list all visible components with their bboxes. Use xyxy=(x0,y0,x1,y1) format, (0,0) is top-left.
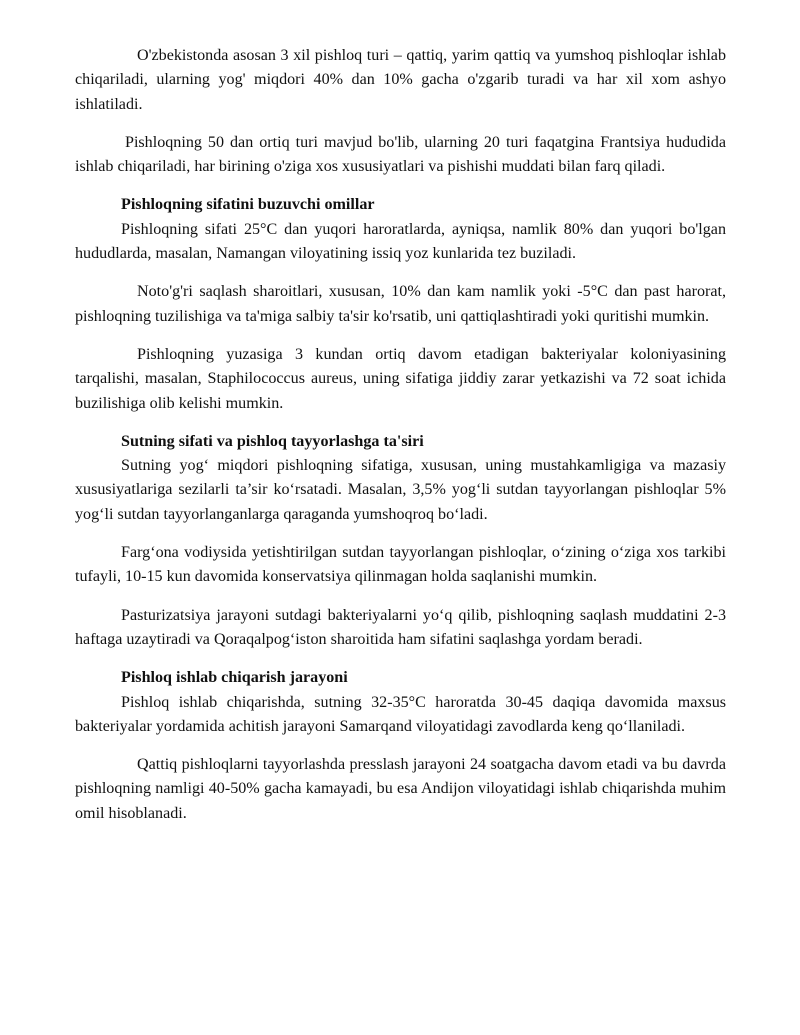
paragraph-bacteria-colonies: Pishloqning yuzasiga 3 kundan ortiq davom etadigan bakteriyalar koloniyasining tarqalishi, masalan, Staphilococcus aureus, uning sifatiga jiddiy zarar yetkazishi va 72 soat ichida buzilishiga olib kelishi mumkin. xyxy=(75,345,726,412)
paragraph-pasteurization: Pasturizatsiya jarayoni sutdagi bakteriyalarni yo‘q qilib, pishloqning saqlash muddatini 2-3 haftaga uzaytiradi va Qoraqalpog‘iston sharoitida ham sifatini saqlashga yordam beradi. xyxy=(75,606,726,648)
heading-production-process: Pishloq ishlab chiqarish jarayoni xyxy=(121,669,348,687)
paragraph-temperature-spoilage: Pishloqning sifati 25°C dan yuqori haroratlarda, ayniqsa, namlik 80% dan yuqori bo'lgan hududlarda, masalan, Namangan viloyatining issiq yoz kunlarida tez buziladi. xyxy=(75,220,726,263)
paragraph-pressing: Qattiq pishloqlarni tayyorlashda presslash jarayoni 24 soatgacha davom etadi va bu davrda pishloqning namligi 40-50% gacha kamayadi, bu esa Andijon viloyatidagi ishlab chiqarishda muhim omil hisoblanadi. xyxy=(75,756,726,822)
heading-milk-quality: Sutning sifati va pishloq tayyorlashga ta'siri xyxy=(121,432,424,450)
paragraph-fermentation: Pishloq ishlab chiqarishda, sutning 32-35°C haroratda 30-45 daqiqa davomida maxsus bakteriyalar yordamida achitish jarayoni Samarqand viloyatidagi zavodlarda keng qo‘llaniladi. xyxy=(75,693,726,735)
heading-quality-factors: Pishloqning sifatini buzuvchi omillar xyxy=(121,196,375,214)
paragraph-fergana-milk: Farg‘ona vodiysida yetishtirilgan sutdan tayyorlangan pishloqlar, o‘zining o‘ziga xos tarkibi tufayli, 10-15 kun davomida konservatsiya qilinmagan holda saqlanishi mumkin. xyxy=(75,544,726,586)
paragraph-milk-fat: Sutning yog‘ miqdori pishloqning sifatiga, xususan, uning mustahkamligiga va mazasiy xususiyatlariga sezilarli ta’sir ko‘rsatadi. Masalan, 3,5% yog‘li sutdan tayyorlangan pishloqlar 5% yog‘li sutdan tayyorlanganlarga qaraganda yumshoqroq bo‘ladi. xyxy=(75,457,726,523)
paragraph-cheese-types: O'zbekistonda asosan 3 xil pishloq turi – qattiq, yarim qattiq va yumshoq pishloqlar ishlab chiqariladi, ularning yog' miqdori 40% dan 10% gacha o'zgarib turadi va har xil xom ashyo ishlatiladi. xyxy=(75,47,726,113)
paragraph-storage-conditions: Noto'g'ri saqlash sharoitlari, xususan, 10% dan kam namlik yoki -5°C dan past harorat, pishloqning tuzilishiga va ta'miga salbiy ta'sir ko'rsatib, uni qattiqlashtiradi yoki quritishi mumkin. xyxy=(75,283,726,325)
paragraph-cheese-varieties: Pishloqning 50 dan ortiq turi mavjud bo'lib, ularning 20 turi faqatgina Frantsiya hududida ishlab chiqariladi, har birining o'ziga xos xususiyatlari va pishishi muddati bilan farq qiladi. xyxy=(75,133,726,176)
